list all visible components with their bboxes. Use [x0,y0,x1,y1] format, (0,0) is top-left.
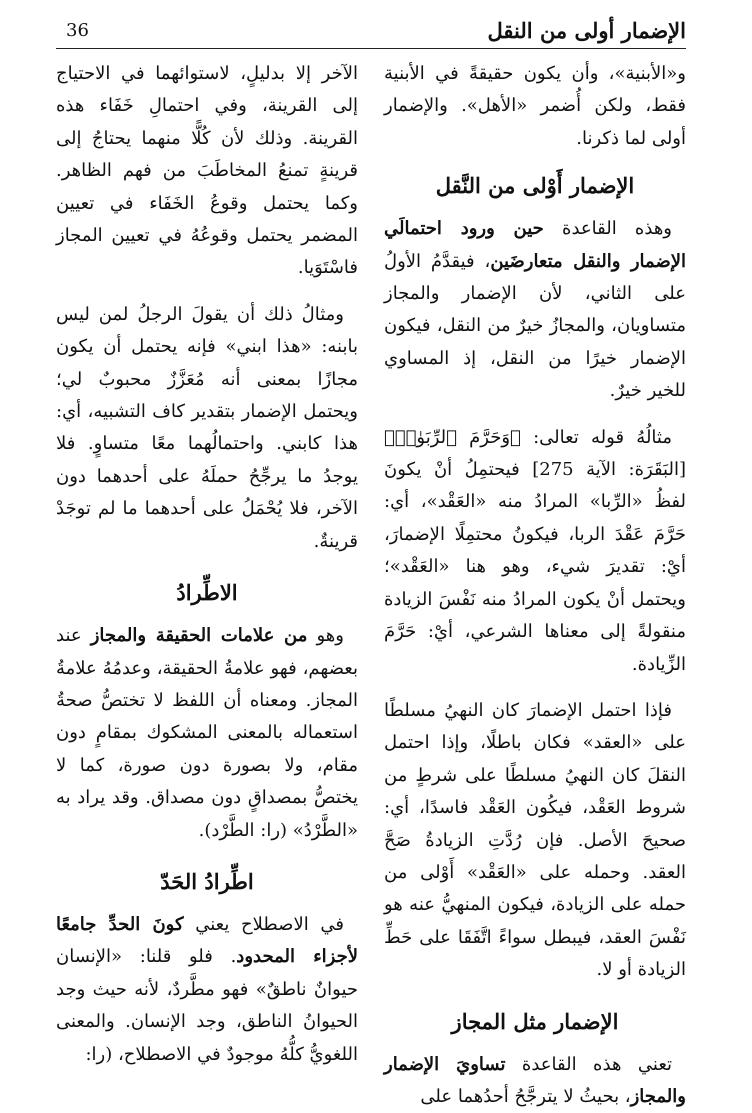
section-heading: اطِّرادُ الحَدّ [160,868,254,894]
right-column [384,58,686,1113]
bold-term: من علامات الحقيقة والمجاز [90,625,308,647]
paragraph: مثالُهُ قوله تعالى: ﴿وَحَرَّمَ ٱلرِّبَوٰا۟﴾ [البَقَرَة: الآية 275] فيحتمِلُ أنْ يكونَ لفظُ «الرِّبا» المرادُ منه «العَقْد»، أي: حَرَّمَ عَقْدَ الربا، فيكونُ محتمِلًا الإضمارَ، أيْ: تقديرَ شيء، وهو هنا «العَقْد»؛ ويحتمل أنْ يكون المرادُ منه نَفْسَ الزيادة منقولةً إلى معناها الشرعي، أيْ: حَرَّمَ الزِّيادة. [384,426,687,675]
page-number: 36 [66,20,89,41]
bold-term: تساويَ الإضمار والمجاز [384,1053,686,1107]
section-heading: الإضمار مثل المجاز [451,1008,619,1034]
text-run: وهذه القاعدة [543,218,672,240]
text-run: في الاصطلاح يعني [183,913,345,935]
text-run: . فلو قلنا: «الإنسان حيوانٌ ناطقٌ» فهو مطَّردٌ، لأنه حيث وجد الحيوانُ الناطق، وجد الإنسان. والمعنى اللغويُّ كلُّهُ موجودٌ في الاصطلاح، (را: [56,946,358,1065]
text-run: وهو [307,625,344,647]
section-heading: الإضمار أَوْلى من النَّقل [435,173,635,199]
paragraph: ومثالُ ذلك أن يقولَ الرجلُ لمن ليس بابنه: «هذا ابني» فإنه يحتمل أن يكون مجازًا بمعنى أنه مُعَزَّزٌ محبوبٌ لي؛ ويحتمل الإضمار بتقدير كاف التشبيه، أي: هذا كابني. واحتمالُهما معًا متساوٍ. فلا يوجدُ ما يرجِّحُ حملَهُ على أحدهما دون الآخر، فلا يُحْمَلُ على أحدهما ما لم توجَدْ قرينةٌ. [56,303,358,552]
section-heading: الاطِّرادُ [176,580,238,606]
paragraph [56,909,358,1071]
paragraph [384,213,686,407]
text-run: عند بعضهم، فهو علامةُ الحقيقة، وعدمُهُ علامةُ المجاز. ومعناه أن اللفظ لا تختصُّ صحةُ استعماله بالمعنى المشكوك بمقامٍ دون مقام، ولا بصورة دون صورة، كما لا يختصُّ بمصداقٍ دون مصداق. وقد يراد به «الطَّرْدُ» (را: الطَّرْد). [56,625,358,841]
paragraph: الآخر إلا بدليلٍ، لاستوائهما في الاحتياج إلى القرينة، وفي احتمالِ خَفَاء هذه القرينة. وذلك لأن كُلًّا منهما يحتاجُ إلى قرينةٍ تمنعُ المخاطَبَ من فهم الظاهر. وكما يحتمل وقوعُ الخَفَاء في تعيين المضمر يحتمل وقوعُهُ في تعيين المجاز فاسْتَوَيا. [56,63,358,279]
page-header [56,18,686,49]
text-run: ، بحيثُ لا يترجَّحُ أحدُهما على [420,1085,631,1107]
left-column [56,58,358,1071]
bold-term: حين ورود احتمالَي الإضمار والنقل متعارضَين [384,218,686,272]
text-run: تعني هذه القاعدة [505,1053,673,1075]
bold-term: كونَ الحدِّ جامعًا لأجزاء المحدود [56,913,358,968]
paragraph [56,620,358,847]
text-run: ، فيقدَّمُ الأولُ على الثاني، لأن الإضمار والمجاز متساويان، والمجازُ خيرٌ من النقل، فيكون الإضمار خيرًا من النقل، إذ المساوي للخير خيرٌ. [384,250,686,402]
paragraph: و«الأبنية»، وأن يكون حقيقةً في الأبنية فقط، ولكن أُضمر «الأهل». والإضمار أولى لما ذكرنا. [384,63,686,149]
paragraph [384,1049,686,1113]
paragraph: فإذا احتمل الإضمارَ كان النهيُ مسلطًا على «العقد» فكان باطلًا، وإذا احتمل النقلَ كان النهيُ مسلطًا على شرطٍ من شروط العَقْد، فيكُون العَقْد فاسدًا، أي: صحيحَ الأصل. فإن رُدَّتِ الزيادةُ صَحَّ العقد. وحمله على «العَقْد» أَوْلى من حمله على الزيادة، فيكون المنهيُّ عنه هو نَفْسَ العقد، فيبطل سواءً اتَّفَقَا على حَطِّ الزيادة أو لا. [384,699,686,981]
running-title: الإضمار أولى من النقل [487,18,686,43]
